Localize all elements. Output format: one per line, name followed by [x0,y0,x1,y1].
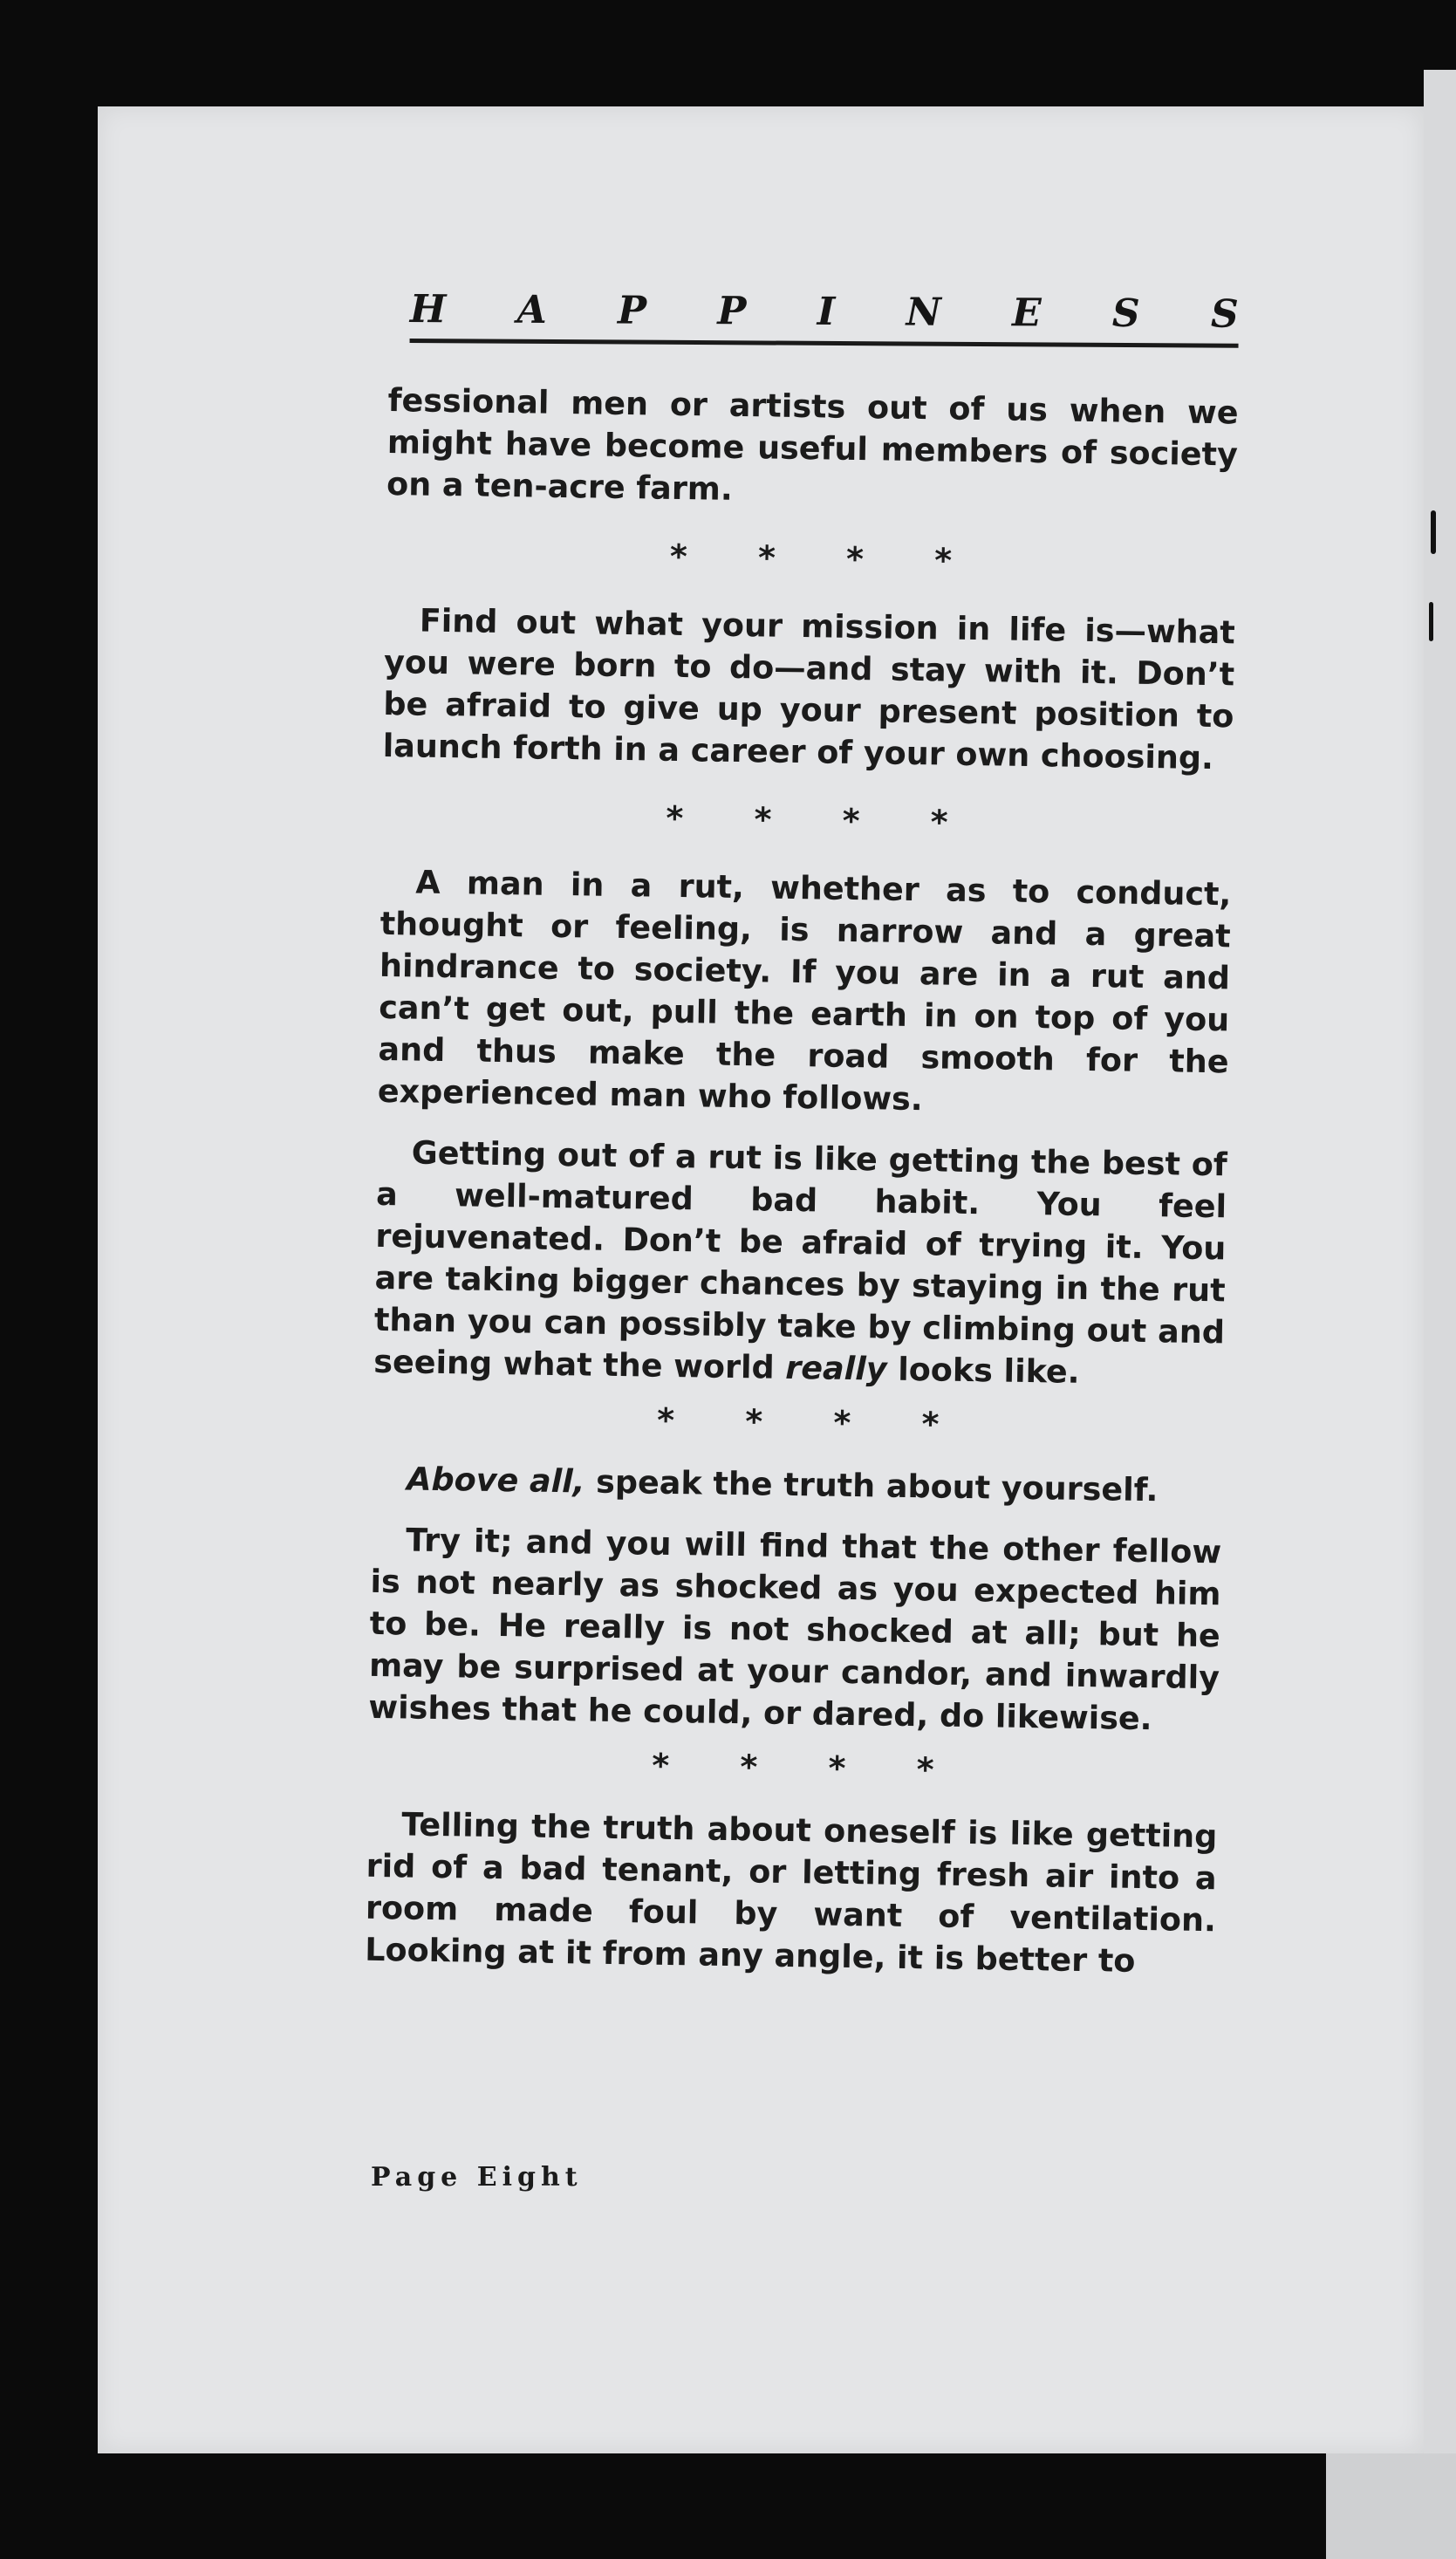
header-letter: A [516,287,547,332]
header-letter: N [906,290,941,335]
header-letter: P [717,289,747,334]
paragraph-text: speak the truth about yourself. [584,1462,1159,1509]
header-letter: E [1011,291,1042,336]
paragraph: Try it; and you will find that the other fellow is not nearly as shocked as you expected him to be. He really is not shocked at all; but he may be surprised at your candor, and inwardly wishes that he could, or dared, do likewise. [368,1521,1222,1738]
binding-mark [1431,510,1436,554]
facing-page-edge [1424,70,1456,2559]
paragraph: Find out what your mission in life is—what you were born to do—and stay with it. Don’t be afraid to give up your present position to launch forth in a career of your own choosing. [382,601,1236,777]
paragraph: Telling the truth about oneself is like getting rid of a bad tenant, or letting fresh air into a room made foul by want of ventilation. Looking at it from any angle, it is better to [364,1805,1218,1980]
italic-emphasis: Above all, [406,1460,585,1501]
italic-emphasis: really [785,1348,887,1388]
section-separator: * * * * [652,1746,964,1789]
section-separator: * * * * [666,798,978,843]
section-separator: * * * * [669,537,982,581]
header-letter: H [409,286,447,332]
paragraph-text: looks like. [886,1350,1080,1391]
paragraph-text: Getting out of a rut is like getting the best of a well-matured bad habit. You feel rejuvenated. Don’t be afraid of trying it. You are taking bigger chances by staying in the rut than you can possibly take by climbing out and seeing what the world [373,1133,1228,1386]
page-number: Page Eight [371,2162,583,2193]
binding-mark [1429,602,1433,641]
header-letter: S [1111,291,1140,337]
paragraph [373,1132,1227,1395]
paragraph: A man in a rut, whether as to conduct, thought or feeling, is narrow and a great hindrance to society. If you are in a rut and can’t get out, pull the earth in on top of you and thus make the road smooth for the experienced man who follows. [377,863,1232,1119]
paragraph: fessional men or artists out of us when we might have become useful members of society on a ten-acre farm. [386,380,1239,508]
header-letter: I [817,289,836,334]
body-text [365,380,1239,1983]
scanner-margin [1326,2453,1456,2559]
paragraph [372,1458,1223,1512]
section-separator: * * * * [656,1400,969,1445]
running-header [410,277,1239,348]
header-letter: S [1210,291,1239,337]
header-letter: P [617,288,647,333]
